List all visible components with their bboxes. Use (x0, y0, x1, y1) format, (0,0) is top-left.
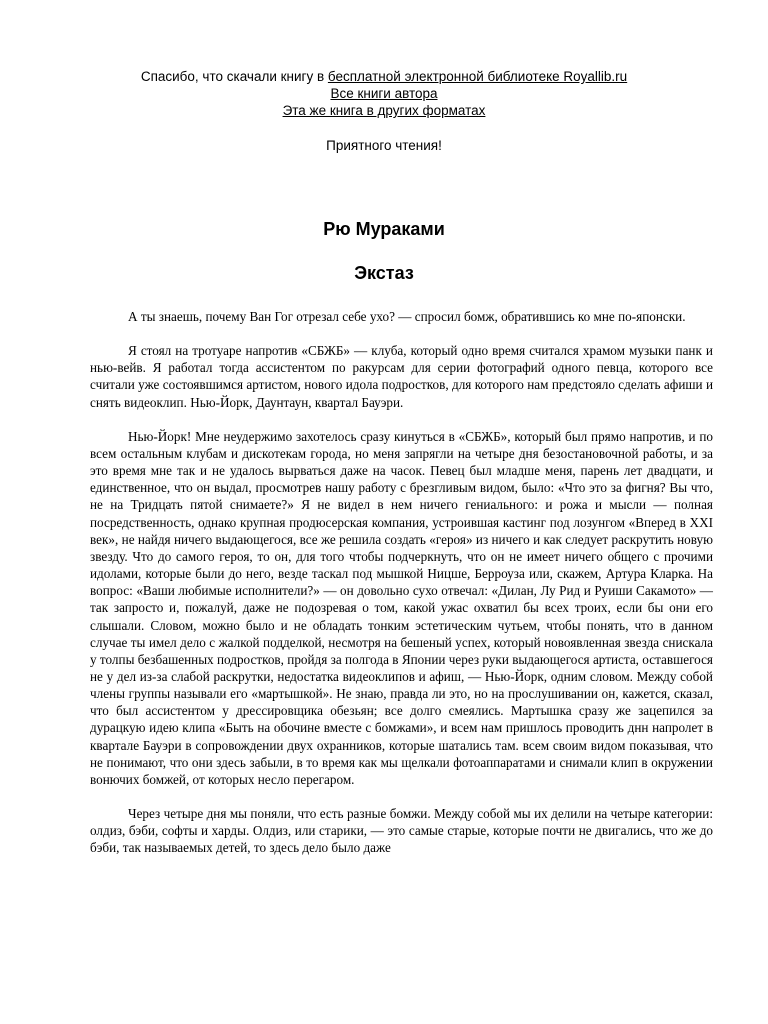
author-name: Рю Мураками (323, 219, 445, 239)
other-formats-line (0, 102, 768, 119)
all-books-link[interactable]: Все книги автора (330, 86, 438, 101)
all-books-line (0, 85, 768, 102)
thanks-text: Спасибо, что скачали книгу в (140, 69, 328, 84)
download-notice (0, 68, 768, 154)
paragraph: Я стоял на тротуаре напротив «СБЖБ» — клуба, который одно время считался храмом музыки панк и нью-вейв. Я работал тогда ассистентом по ракурсам для серии фотографий одного певца, которого все считали уже состоявшимся артистом, нового идола подростков, для которого нам предстояло сделать афиши и снять видеоклип. Нью-Йорк, Даунтаун, квартал Бауэри. (90, 343, 713, 410)
paragraph: Нью-Йорк! Мне неудержимо захотелось сразу кинуться в «СБЖБ», который был прямо напротив, и по всем остальным клубам и дискотекам города, но меня запрягли на четыре дня безостановочной работы, и за это время мне так и не удалось вырваться даже на часок. Певец был младше меня, парень лет двадцати, и единственное, что он выдал, просмотрев нашу работу с брезгливым видом, было: «Что это за фигня? Вы что, не на Тридцать пятой снимаете?» Я не видел в нем ничего гениального: и рожа и мысли — полная посредственность, однако крупная продюсерская компания, устроившая кастинг под лозунгом «Вперед в XXI век», не найдя ничего выдающегося, все же решила создать «героя» из ничего и как следует раскрутить новую звезду. Что до самого героя, то он, для того чтобы подчеркнуть, что он не имеет ничего общего с прочими идолами, которые были до него, везде таскал под мышкой Ницше, Берроуза или, скажем, Артура Кларка. На вопрос: «Ваши любимые исполнители?» — он довольно сухо отвечал: «Дилан, Лу Рид и Руиши Сакамото» — так запросто и, пожалуй, даже не подозревая о том, какой ужас охватил бы всех троих, если бы они его слышали. Словом, можно было и не обладать тонким эстетическим чутьем, чтобы понять, что в данном случае ты имел дело с жалкой подделкой, несмотря на бешеный успех, который новоявленная звезда снискала у толпы безбашенных подростков, пройдя за полгода в Японии через руки выдающегося артиста, оставшегося не у дел из-за слабой раскрутки, недостатка видеоклипов и афиш, — Нью-Йорк, одним словом. Между собой члены группы называли его «мартышкой». Не знаю, правда ли это, но на прослушивании он, кажется, сказал, что был ассистентом у дрессировщика обезьян; все долго смеялись. Мартышка сразу же зацепился за дурацкую идею клипа «Быть на обочине вместе с бомжами», и всем нам пришлось проводить днн напролет в квартале Бауэри в сопровождении двух охранников, которые шатались там. всем своим видом показывая, что не понимают, что они здесь забыли, в то время как мы щелкали фотоаппаратами и снимали клип в окружении вонючих бомжей, от которых несло перегаром. (90, 428, 713, 787)
library-link[interactable]: бесплатной электронной библиотеке Royallib.ru (327, 69, 628, 84)
thanks-line (0, 68, 768, 85)
book-body (90, 308, 713, 874)
paragraph: Через четыре дня мы поняли, что есть разные бомжи. Между собой мы их делили на четыре категории: олдиз, бэби, софты и харды. Олдиз, или старики, — это самые старые, которые почти не двигались, что же до бэби, так называемых детей, то здесь дело было даже (90, 806, 713, 856)
book-title: Экстаз (354, 263, 414, 283)
other-formats-link[interactable]: Эта же книга в других форматах (282, 103, 486, 118)
pleasant-reading-text: Приятного чтения! (326, 138, 442, 153)
paragraph: А ты знаешь, почему Ван Гог отрезал себе ухо? — спросил бомж, обратившись ко мне по-японски. (128, 309, 686, 324)
